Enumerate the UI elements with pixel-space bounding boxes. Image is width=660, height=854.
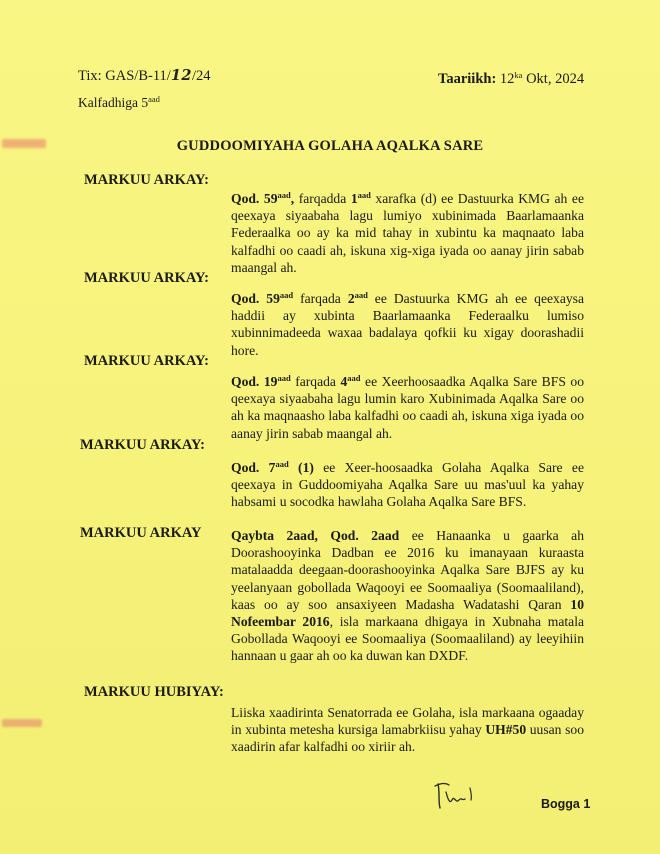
p3-text-1: farqada — [290, 374, 341, 389]
paragraph-section-2 — [231, 527, 584, 665]
p3-sup-2: aad — [347, 373, 361, 383]
document-date — [438, 71, 584, 88]
p2-sup-2: aad — [354, 290, 368, 300]
p4-bold-2: (1) — [288, 460, 314, 475]
p6-text-1: Liiska xaadirinta Senatorrada ee Golaha, isla markaana ogaaday in xubinta metesha kursiga lamabrkiisu yahay — [231, 705, 584, 738]
reference-suffix: /24 — [192, 68, 211, 84]
paragraph-article-59-clause-1 — [231, 190, 584, 276]
p4-bold-1: Qod. 7 — [231, 460, 276, 475]
scan-mark-bottom — [2, 719, 42, 727]
p1-text-1: farqadda — [294, 191, 351, 206]
p1-bold-2: , — [290, 191, 295, 206]
p4-sup-1: aad — [275, 459, 289, 469]
paragraph-article-59-clause-2 — [231, 290, 584, 359]
p4-text-1: ee Xeer-hoosaadka Golaha Aqalka Sare ee qeexaya in Guddoomiyaha Aqalka Sare uu mas'uul ka yahay habsami u socodka hawlaha Golaha Aqalka Sare BFS. — [231, 460, 584, 510]
p1-text-2: xarafka (d) ee Dastuurka KMG ah ee qeexaya siyaabaha lagu lumiyo xubinimada Baarlamaanka Federaalka oo ay ka mid tahay in xubintu ka maqnaato laba kalfadhi oo caadi ah, iskuna xig-xiga iyada oo aanay jirin sabab maangal ah. — [231, 191, 584, 275]
p3-bold-2: 4 — [340, 374, 348, 389]
p2-text-1: farqada — [293, 291, 348, 306]
page-title: GUDDOOMIYAHA GOLAHA AQALKA SARE — [176, 138, 484, 154]
p5-bold-2: 10 Nofeembar 2016 — [231, 596, 584, 630]
p2-sup-1: aad — [279, 290, 294, 300]
p3-sup-1: aad — [277, 373, 291, 383]
session-prefix: Kalfadhiga 5 — [78, 95, 149, 110]
section-label-2: MARKUU ARKAY: — [84, 270, 210, 286]
section-label-4: MARKUU ARKAY: — [80, 437, 206, 453]
paragraph-article-7 — [231, 459, 584, 511]
date-month-year: Okt, 2024 — [526, 71, 585, 87]
p3-bold-1: Qod. 19 — [231, 374, 278, 389]
p5-text-1: ee Hanaanka u gaarka ah Doorashooyinka Dadban ee 2016 ku imanayaan kuraasta matalaadda deegaan-doorashooyinka Aqalka Sare BJFS ay ku yeelanyaan gobollada Waqooyi ee Soomaaliya (Soomaaliland), kaas oo ay soo ansaxiyeen Madasha Wadatashi Qaran — [231, 528, 584, 612]
p2-bold-1: Qod. 59 — [231, 291, 280, 306]
p1-bold-1: Qod. 59 — [231, 191, 278, 206]
date-day-suffix: ka — [514, 70, 523, 80]
section-label-1: MARKUU ARKAY: — [84, 172, 210, 188]
p6-bold-1: UH#50 — [485, 722, 527, 738]
p3-text-2: ee Xeerhoosaadka Aqalka Sare BFS oo qeexaya siyaabaha lagu lumin karo Xubinimada Aqalka Sare oo ah ka maqnaasho laba kalfadhi oo caadi ah, iskuna xiga iyada oo aanay jirin sabab maangal ah. — [231, 374, 584, 441]
p2-text-2: ee Dastuurka KMG ah ee qeexaysa haddii ay xubinta Baarlamaanka Federaalku lumiso xubinnimadeeda waxaa badalaya qofkii ku xigay doorashadii hore. — [231, 291, 584, 358]
p6-text-2: uusan soo xaadirin afar kalfadhi oo xiriir ah. — [231, 722, 584, 755]
p5-bold-1: Qaybta 2aad, Qod. 2aad — [231, 528, 400, 543]
reference-prefix: Tix: GAS/B-11/ — [78, 68, 171, 84]
paragraph-attendance — [231, 704, 584, 756]
p5-text-2: , isla markaana dhigaya in Xubnaha matala Gobollada Waqooyi ee Soomaaliya (Soomaaliland) ay leeyihiin hannaan u gaar ah oo ka duwan kan DXDF. — [231, 614, 585, 664]
session-suffix: aad — [148, 94, 160, 104]
p2-bold-2: 2 — [347, 291, 355, 306]
p1-bold-3: 1 — [350, 191, 358, 206]
p1-sup-1: aad — [277, 190, 291, 200]
section-label-6: MARKUU HUBIYAY: — [84, 684, 224, 700]
signature-icon — [432, 778, 480, 812]
reference-handwritten-number: 12 — [170, 67, 192, 84]
date-label: Taariikh: — [438, 71, 497, 87]
reference-number — [78, 67, 211, 85]
section-label-5: MARKUU ARKAY — [80, 525, 202, 541]
date-day: 12 — [499, 71, 515, 87]
p1-sup-2: aad — [357, 190, 371, 200]
session-line — [78, 95, 160, 111]
paragraph-article-19-clause-4 — [231, 373, 584, 442]
section-label-3: MARKUU ARKAY: — [84, 353, 210, 369]
page-number: Bogga 1 — [541, 797, 591, 811]
